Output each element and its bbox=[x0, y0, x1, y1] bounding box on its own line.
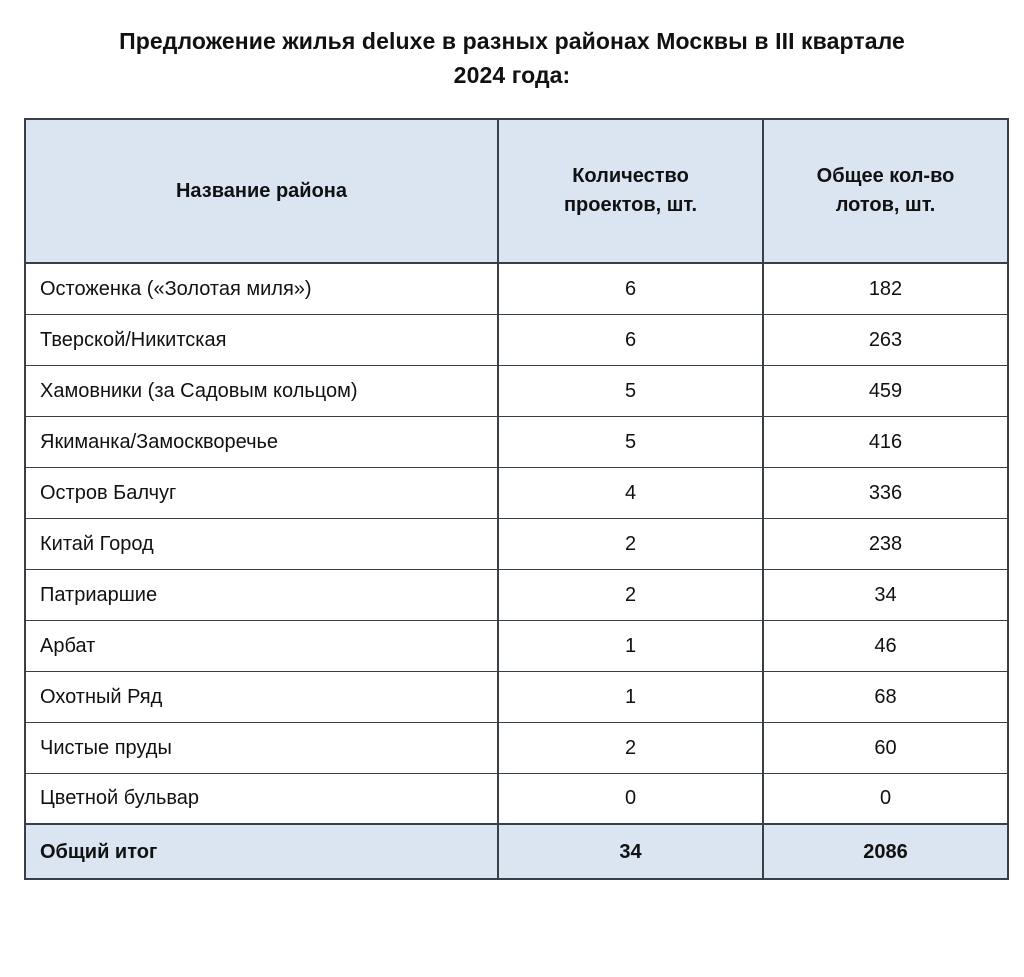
cell-total-lots: 263 bbox=[763, 314, 1008, 365]
cell-projects-count: 4 bbox=[498, 467, 763, 518]
cell-total-lots: 68 bbox=[763, 671, 1008, 722]
column-header-total-lots-line-2: лотов, шт. bbox=[835, 194, 936, 216]
column-header-district-name-label: Название района bbox=[175, 179, 347, 202]
cell-total-lots: 60 bbox=[763, 722, 1008, 773]
column-header-district-name bbox=[25, 119, 498, 263]
table-row bbox=[25, 671, 1008, 722]
column-header-total-lots bbox=[763, 119, 1008, 263]
cell-total-lots: 336 bbox=[763, 467, 1008, 518]
cell-projects-count: 5 bbox=[498, 416, 763, 467]
cell-projects-count: 1 bbox=[498, 671, 763, 722]
cell-district-name: Остоженка («Золотая миля») bbox=[25, 263, 498, 314]
cell-total-lots: 34 bbox=[763, 569, 1008, 620]
cell-total-label: Общий итог bbox=[25, 824, 498, 879]
cell-projects-count: 6 bbox=[498, 314, 763, 365]
cell-district-name: Остров Балчуг bbox=[25, 467, 498, 518]
table-body bbox=[25, 263, 1008, 879]
cell-total-projects-count: 34 bbox=[498, 824, 763, 879]
table-row bbox=[25, 416, 1008, 467]
table-row bbox=[25, 518, 1008, 569]
column-header-projects-count-line-1: Количество bbox=[572, 165, 689, 187]
column-header-total-lots-line-1: Общее кол-во bbox=[816, 165, 955, 187]
cell-district-name: Чистые пруды bbox=[25, 722, 498, 773]
cell-projects-count: 2 bbox=[498, 722, 763, 773]
cell-total-lots: 0 bbox=[763, 773, 1008, 824]
cell-projects-count: 6 bbox=[498, 263, 763, 314]
table-row bbox=[25, 467, 1008, 518]
cell-district-name: Хамовники (за Садовым кольцом) bbox=[25, 365, 498, 416]
cell-district-name: Цветной бульвар bbox=[25, 773, 498, 824]
housing-supply-table bbox=[24, 118, 1009, 880]
cell-projects-count: 0 bbox=[498, 773, 763, 824]
cell-total-lots: 238 bbox=[763, 518, 1008, 569]
table-row bbox=[25, 773, 1008, 824]
cell-district-name: Тверской/Никитская bbox=[25, 314, 498, 365]
cell-district-name: Патриаршие bbox=[25, 569, 498, 620]
cell-total-lots: 46 bbox=[763, 620, 1008, 671]
cell-projects-count: 1 bbox=[498, 620, 763, 671]
table-row bbox=[25, 569, 1008, 620]
cell-projects-count: 5 bbox=[498, 365, 763, 416]
page-title-line-1: Предложение жилья deluxe в разных районах Москвы в III квартале bbox=[119, 28, 905, 54]
cell-district-name: Арбат bbox=[25, 620, 498, 671]
cell-district-name: Охотный Ряд bbox=[25, 671, 498, 722]
table-row bbox=[25, 722, 1008, 773]
cell-total-lots: 416 bbox=[763, 416, 1008, 467]
table-container bbox=[24, 118, 1007, 880]
cell-total-lots-sum: 2086 bbox=[763, 824, 1008, 879]
table-row bbox=[25, 365, 1008, 416]
cell-district-name: Якиманка/Замоскворечье bbox=[25, 416, 498, 467]
page-title-line-2: 2024 года: bbox=[453, 62, 571, 88]
table-row bbox=[25, 263, 1008, 314]
cell-projects-count: 2 bbox=[498, 569, 763, 620]
page-title bbox=[40, 24, 984, 92]
table-row bbox=[25, 620, 1008, 671]
cell-total-lots: 459 bbox=[763, 365, 1008, 416]
cell-total-lots: 182 bbox=[763, 263, 1008, 314]
table-header bbox=[25, 119, 1008, 263]
table-row bbox=[25, 314, 1008, 365]
cell-projects-count: 2 bbox=[498, 518, 763, 569]
table-header-row bbox=[25, 119, 1008, 263]
column-header-projects-count-line-2: проектов, шт. bbox=[563, 194, 698, 216]
cell-district-name: Китай Город bbox=[25, 518, 498, 569]
table-total-row bbox=[25, 824, 1008, 879]
column-header-projects-count bbox=[498, 119, 763, 263]
